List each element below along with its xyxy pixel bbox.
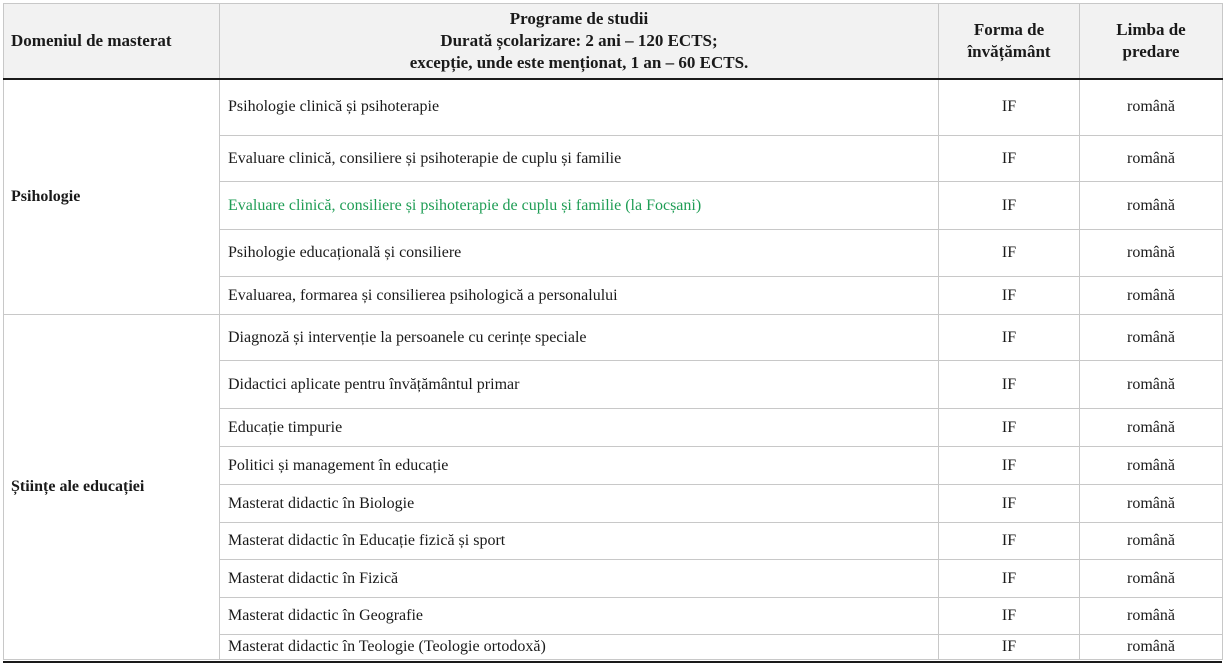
- header-row: [4, 4, 1223, 79]
- form-cell: IF: [939, 361, 1080, 409]
- header-form-line1: Forma de: [973, 19, 1045, 39]
- header-form: [939, 4, 1080, 79]
- header-language: [1080, 4, 1223, 79]
- language-cell: română: [1080, 598, 1223, 635]
- header-programs-title: Programe de studii: [509, 8, 649, 28]
- language-cell: română: [1080, 79, 1223, 136]
- program-cell: Masterat didactic în Biologie: [220, 485, 939, 523]
- language-cell: română: [1080, 560, 1223, 598]
- language-cell: română: [1080, 523, 1223, 560]
- program-cell: Didactici aplicate pentru învățământul primar: [220, 361, 939, 409]
- language-cell: română: [1080, 315, 1223, 361]
- language-cell: română: [1080, 230, 1223, 277]
- header-domain: Domeniul de masterat: [4, 4, 220, 79]
- table-bottom-border: [3, 661, 1222, 663]
- language-cell: română: [1080, 409, 1223, 447]
- program-cell: Masterat didactic în Geografie: [220, 598, 939, 635]
- header-programs-exception: excepție, unde este menționat, 1 an – 60 ECTS.: [409, 52, 749, 72]
- language-cell: română: [1080, 635, 1223, 660]
- program-cell: Evaluare clinică, consiliere și psihoterapie de cuplu și familie: [220, 136, 939, 182]
- header-form-line2: învățământ: [967, 41, 1051, 61]
- form-cell: IF: [939, 447, 1080, 485]
- table-row: [4, 79, 1223, 136]
- header-programs: [220, 4, 939, 79]
- language-cell: română: [1080, 277, 1223, 315]
- program-cell: Masterat didactic în Educație fizică și sport: [220, 523, 939, 560]
- form-cell: IF: [939, 598, 1080, 635]
- program-cell: Diagnoză și intervenție la persoanele cu cerințe speciale: [220, 315, 939, 361]
- language-cell: română: [1080, 447, 1223, 485]
- language-cell: română: [1080, 485, 1223, 523]
- master-programs-table: [3, 3, 1223, 660]
- form-cell: IF: [939, 182, 1080, 230]
- language-cell: română: [1080, 361, 1223, 409]
- program-cell: Educație timpurie: [220, 409, 939, 447]
- domain-cell-stiinte-educatiei: Științe ale educației: [4, 315, 220, 660]
- form-cell: IF: [939, 409, 1080, 447]
- header-programs-duration: Durată școlarizare: 2 ani – 120 ECTS;: [440, 30, 718, 50]
- form-cell: IF: [939, 136, 1080, 182]
- program-cell: Masterat didactic în Teologie (Teologie ortodoxă): [220, 635, 939, 660]
- program-cell: Psihologie clinică și psihoterapie: [220, 79, 939, 136]
- form-cell: IF: [939, 315, 1080, 361]
- form-cell: IF: [939, 230, 1080, 277]
- language-cell: română: [1080, 182, 1223, 230]
- header-language-line2: predare: [1122, 41, 1180, 61]
- language-cell: română: [1080, 136, 1223, 182]
- form-cell: IF: [939, 277, 1080, 315]
- form-cell: IF: [939, 523, 1080, 560]
- program-cell: Evaluarea, formarea și consilierea psihologică a personalului: [220, 277, 939, 315]
- form-cell: IF: [939, 635, 1080, 660]
- form-cell: IF: [939, 560, 1080, 598]
- header-language-line1: Limba de: [1116, 19, 1186, 39]
- program-cell-highlighted: Evaluare clinică, consiliere și psihoterapie de cuplu și familie (la Focșani): [220, 182, 939, 230]
- program-cell: Psihologie educațională și consiliere: [220, 230, 939, 277]
- program-cell: Masterat didactic în Fizică: [220, 560, 939, 598]
- domain-cell-psihologie: Psihologie: [4, 79, 220, 315]
- table-row: [4, 315, 1223, 361]
- form-cell: IF: [939, 79, 1080, 136]
- form-cell: IF: [939, 485, 1080, 523]
- program-cell: Politici și management în educație: [220, 447, 939, 485]
